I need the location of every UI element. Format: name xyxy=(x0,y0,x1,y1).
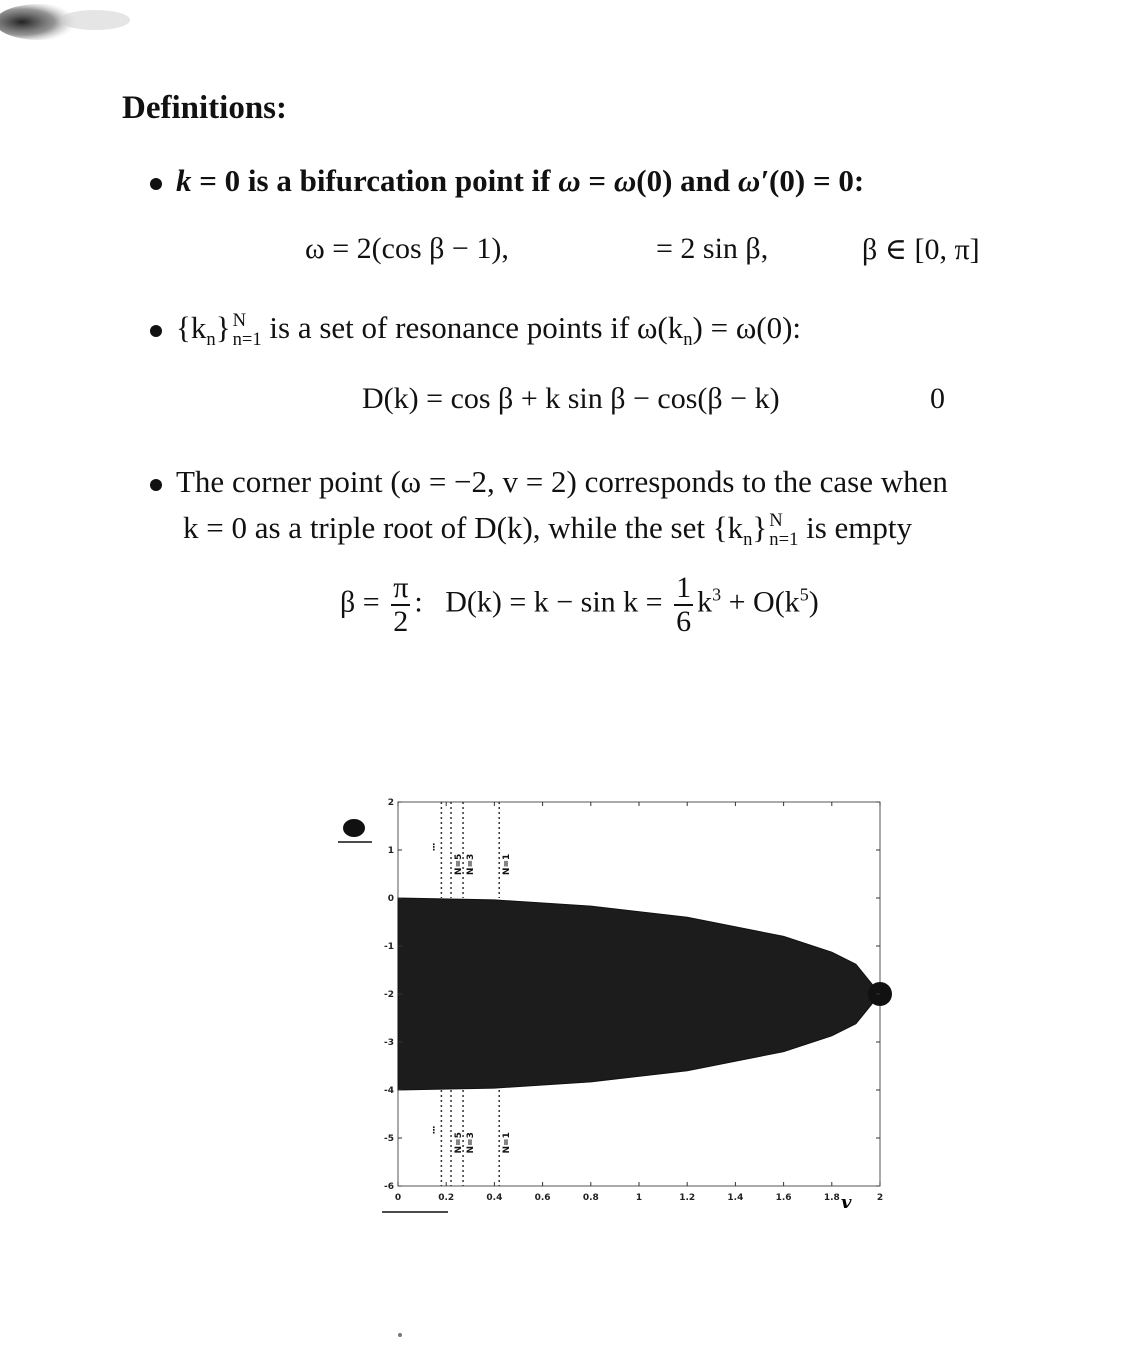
resonance-label-lower: N=1 xyxy=(502,1132,513,1154)
omega-axis-marker xyxy=(343,819,365,837)
x-tick-label: 1 xyxy=(635,1193,643,1203)
ellipsis-marker: ⋮ xyxy=(429,1126,439,1137)
ellipsis-marker: ⋮ xyxy=(429,843,439,853)
bullet-dot xyxy=(150,325,162,337)
equation-dispersion-rhs: 0 xyxy=(930,382,945,415)
x-tick-label: 0.6 xyxy=(534,1193,551,1203)
equation-v: = 2 sin β, xyxy=(656,232,769,265)
bullet-dot xyxy=(150,479,162,491)
y-tick-label: -2 xyxy=(384,990,394,1000)
x-tick-label: 0.4 xyxy=(486,1193,503,1203)
bullet-corner-point-line2: k = 0 as a triple root of D(k), while the set $\{k_n\}$ N n=1 is empty xyxy=(183,510,913,551)
y-tick-label: -1 xyxy=(384,942,394,952)
y-tick-label: 1 xyxy=(387,846,394,856)
x-tick-label: 1.8 xyxy=(823,1193,840,1203)
scan-smudge xyxy=(0,0,130,52)
x-tick-label: 1.4 xyxy=(727,1193,744,1203)
equation-omega: ω = 2(cos β − 1), xyxy=(305,232,509,265)
x-tick-label: 0 xyxy=(394,1193,402,1203)
equation-dispersion: D(k) = cos β + k sin β − cos(β − k) xyxy=(362,382,780,415)
x-tick-label: 0.2 xyxy=(438,1193,455,1203)
definitions-heading: Definitions: xyxy=(122,90,287,126)
bullet-dot xyxy=(150,178,162,190)
y-tick-label: 2 xyxy=(387,798,394,808)
bullet-bifurcation: k = 0 is a bifurcation point if ω = ω(0) and ω′(0) = 0: xyxy=(150,163,864,199)
y-tick-label: -5 xyxy=(384,1134,394,1144)
resonance-label-lower: N=3 xyxy=(466,1132,477,1154)
x-tick-label: 2 xyxy=(876,1193,884,1203)
v-axis-marker: v xyxy=(841,1192,852,1213)
y-tick-label: -6 xyxy=(384,1182,394,1192)
x-tick-label: 1.6 xyxy=(775,1193,792,1203)
bullet-corner-point: The corner point (ω = −2, v = 2) corresponds to the case when xyxy=(150,464,948,500)
bullet-resonance: $\{k_n\}$ N n=1 is a set of resonance points if $\omega(k_n) = \omega(0)$: xyxy=(150,310,801,351)
equation-triple-root: β = $\frac{\pi}{2}$ : D(k) = k − sin k = $\frac{1}{6}$ $k^3 + O(k^5)$ xyxy=(340,571,819,638)
x-tick-label: 1.2 xyxy=(679,1193,696,1203)
y-tick-label: -3 xyxy=(384,1038,394,1048)
resonance-label-upper: N=3 xyxy=(466,853,477,876)
x-tick-label: 0.8 xyxy=(582,1193,599,1203)
plot-svg xyxy=(338,790,898,1215)
resonance-label-upper: N=5 xyxy=(454,853,465,876)
y-tick-label: -4 xyxy=(384,1086,394,1096)
resonance-label-lower: N=5 xyxy=(454,1132,465,1154)
equation-beta-range: β ∈ [0, π] xyxy=(862,233,980,266)
y-tick-label: 0 xyxy=(387,894,394,904)
stability-region-plot xyxy=(338,790,898,1215)
scan-speck xyxy=(398,1333,402,1337)
resonance-label-upper: N=1 xyxy=(502,853,513,876)
